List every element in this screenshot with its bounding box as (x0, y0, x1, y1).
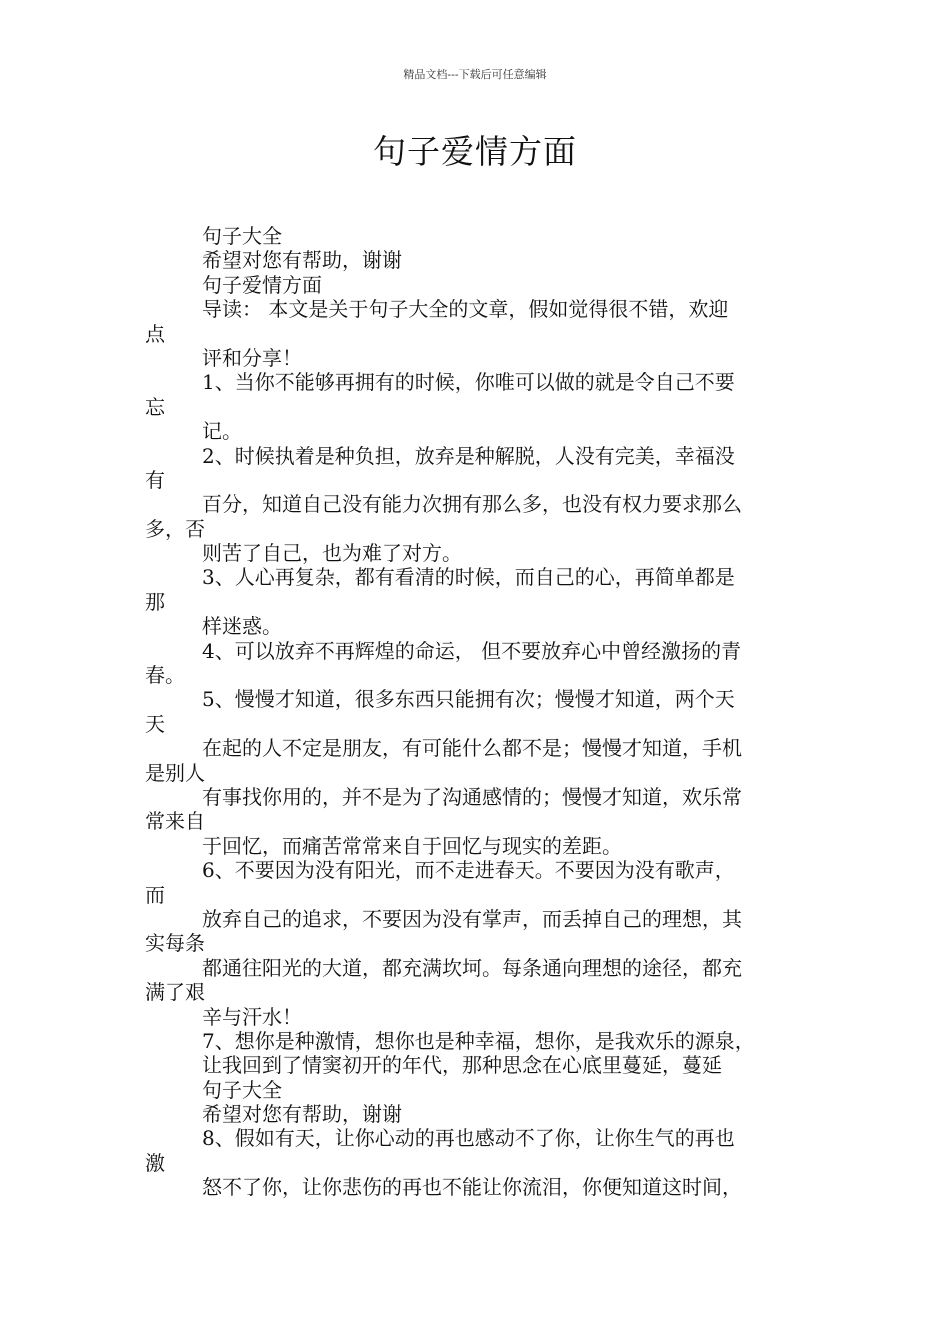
text-line: 而 (145, 882, 165, 907)
text-line: 4、可以放弃不再辉煌的命运， 但不要放弃心中曾经激扬的青 (202, 638, 742, 663)
text-line: 句子大全 (202, 224, 282, 248)
text-line: 忘 (145, 394, 165, 419)
text-line: 天 (145, 711, 165, 736)
text-line: 辛与汗水！ (202, 1004, 302, 1029)
text-line: 7、想你是种激情，想你也是种幸福，想你，是我欢乐的源泉， (202, 1028, 755, 1053)
text-line: 那 (145, 589, 165, 614)
text-line: 于回忆，而痛苦常常来自于回忆与现实的差距。 (202, 833, 622, 858)
text-line: 让我回到了情窦初开的年代，那种思念在心底里蔓延，蔓延 (202, 1053, 722, 1078)
text-line: 放弃自己的追求，不要因为没有掌声，而丢掉自己的理想，其 (202, 906, 742, 931)
text-line: 常来自 (145, 809, 205, 834)
text-line: 有事找你用的，并不是为了沟通感情的；慢慢才知道，欢乐常 (202, 784, 742, 809)
document-title: 句子爱情方面 (373, 132, 577, 171)
text-line: 记。 (202, 419, 242, 444)
text-line: 都通往阳光的大道，都充满坎坷。每条通向理想的途径，都充 (202, 955, 742, 980)
text-line: 怒不了你，让你悲伤的再也不能让你流泪，你便知道这时间， (202, 1175, 742, 1200)
text-line: 6、不要因为没有阳光，而不走进春天。不要因为没有歌声， (202, 858, 735, 883)
text-line: 5、慢慢才知道，很多东西只能拥有次；慢慢才知道，两个天 (202, 687, 735, 712)
text-line: 则苦了自己，也为难了对方。 (202, 541, 462, 566)
text-line: 样迷惑。 (202, 614, 282, 639)
text-line: 希望对您有帮助，谢谢 (202, 248, 402, 273)
text-line: 句子大全 (202, 1077, 282, 1102)
text-line: 实每条 (145, 931, 205, 956)
text-line: 有 (145, 467, 165, 492)
text-line: 激 (145, 1150, 165, 1175)
text-line: 点 (145, 321, 165, 346)
text-line: 导读： 本文是关于句子大全的文章，假如觉得很不错，欢迎 (202, 297, 729, 322)
text-line: 春。 (145, 663, 185, 688)
page-header: 精品文档---下载后可任意编辑 (403, 68, 547, 81)
text-line: 多，否 (145, 516, 205, 541)
text-line: 句子爱情方面 (202, 272, 322, 297)
document-body (145, 224, 810, 1200)
text-line: 2、时候执着是种负担，放弃是种解脱，人没有完美，幸福没 (202, 443, 735, 468)
text-line: 3、人心再复杂，都有看清的时候，而自己的心，再简单都是 (202, 565, 735, 590)
text-line: 1、当你不能够再拥有的时候，你唯可以做的就是令自己不要 (202, 370, 735, 395)
text-line: 百分，知道自己没有能力次拥有那么多，也没有权力要求那么 (202, 492, 742, 517)
text-line: 在起的人不定是朋友，有可能什么都不是；慢慢才知道，手机 (202, 736, 742, 761)
text-line: 是别人 (145, 760, 205, 785)
text-line: 希望对您有帮助，谢谢 (202, 1102, 402, 1127)
text-line: 满了艰 (145, 980, 205, 1005)
text-line: 评和分享！ (202, 345, 302, 370)
text-line: 8、假如有天，让你心动的再也感动不了你，让你生气的再也 (202, 1126, 735, 1151)
